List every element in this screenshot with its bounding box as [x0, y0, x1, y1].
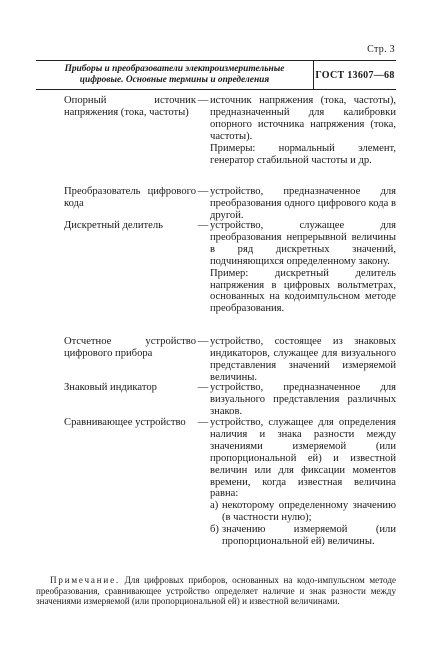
definition-text: устройство, состоящее из знаковых индикаторов, служащее для визуального представления значений измеряемой величины.: [210, 336, 396, 383]
term-dash: —: [197, 186, 209, 197]
list-item-text: значению измеряемой (или пропорциональной ей) величины.: [222, 524, 396, 548]
header-title-line-1: Приборы и преобразователи электроизмерительные: [64, 64, 285, 74]
term-entry: [36, 220, 396, 336]
term-dash: —: [197, 220, 209, 231]
note-text: Для цифровых приборов, основанных на кодо-импульсном методе преобразования, сравнивающее устройство определяет наличие и знак разности между значениями измеряемой (или пропорциональной ей) и известной величинами.: [36, 575, 396, 607]
definition-list-item: [210, 524, 396, 548]
term-entry: [36, 336, 396, 382]
term-entry: [36, 382, 396, 417]
term-definition: [210, 186, 396, 222]
list-marker: а): [210, 500, 219, 512]
term-name: Дискретный делитель: [64, 220, 163, 231]
document-header: [36, 60, 396, 90]
list-marker: б): [210, 524, 219, 536]
definition-example: Пример: дискретный делитель напряжения в цифровых вольтметрах, основанных на кодоимпульсном методе преобразования.: [210, 267, 396, 315]
header-title: [36, 61, 314, 89]
term-dash: —: [197, 417, 209, 428]
page-number: Стр. 3: [367, 44, 395, 55]
footnote: [36, 575, 396, 607]
term-dash: —: [197, 336, 209, 347]
definition-text: устройство, служащее для преобразования непрерывной величины в ряд дискретных значений, подчиняющихся определенному закону.: [210, 220, 396, 267]
term-name: Сравнивающее устройство: [64, 417, 186, 428]
term-entry: [36, 417, 396, 548]
term-definition: [210, 95, 396, 186]
standard-code: ГОСТ 13607—68: [315, 69, 395, 81]
definition-text: устройство, предназначенное для визуального представления различных знаков.: [210, 382, 396, 417]
term-name: Отсчетное устройство цифрового прибора: [64, 336, 196, 359]
list-item-text: некоторому определенному значению (в частности нулю);: [222, 500, 396, 524]
definition-example: Примеры: нормальный элемент, генератор стабильной частоты и др.: [210, 142, 396, 166]
term-entry: [36, 186, 396, 220]
term-definition: [210, 382, 396, 418]
term-dash: —: [197, 95, 209, 106]
header-title-line-2: цифровые. Основные термины и определения: [79, 75, 270, 85]
term-definition: [210, 336, 396, 384]
definition-text: источник напряжения (тока, частоты), предназначенный для калибровки опорного источника напряжения (тока, частоты).: [210, 95, 396, 142]
term-name: Знаковый индикатор: [64, 382, 157, 393]
note-label: Примечание.: [50, 575, 120, 585]
term-dash: —: [197, 382, 209, 393]
term-definition: [210, 417, 396, 548]
definition-text: устройство, служащее для определения наличия и знака разности между значениями измеряемой (или пропорциональной ей) и известной величин или для фиксации моментов времени, когда известная величина равна:: [210, 417, 396, 500]
definition-text: устройство, предназначенное для преобразования одного цифрового кода в другой.: [210, 186, 396, 221]
definition-list-item: [210, 500, 396, 524]
term-name: Преобразователь цифрового кода: [64, 186, 196, 209]
term-entry: [36, 95, 396, 186]
term-definition: [210, 220, 396, 336]
terms-list: [36, 95, 396, 548]
term-name: Опорный источник напряжения (тока, частоты): [64, 95, 196, 118]
